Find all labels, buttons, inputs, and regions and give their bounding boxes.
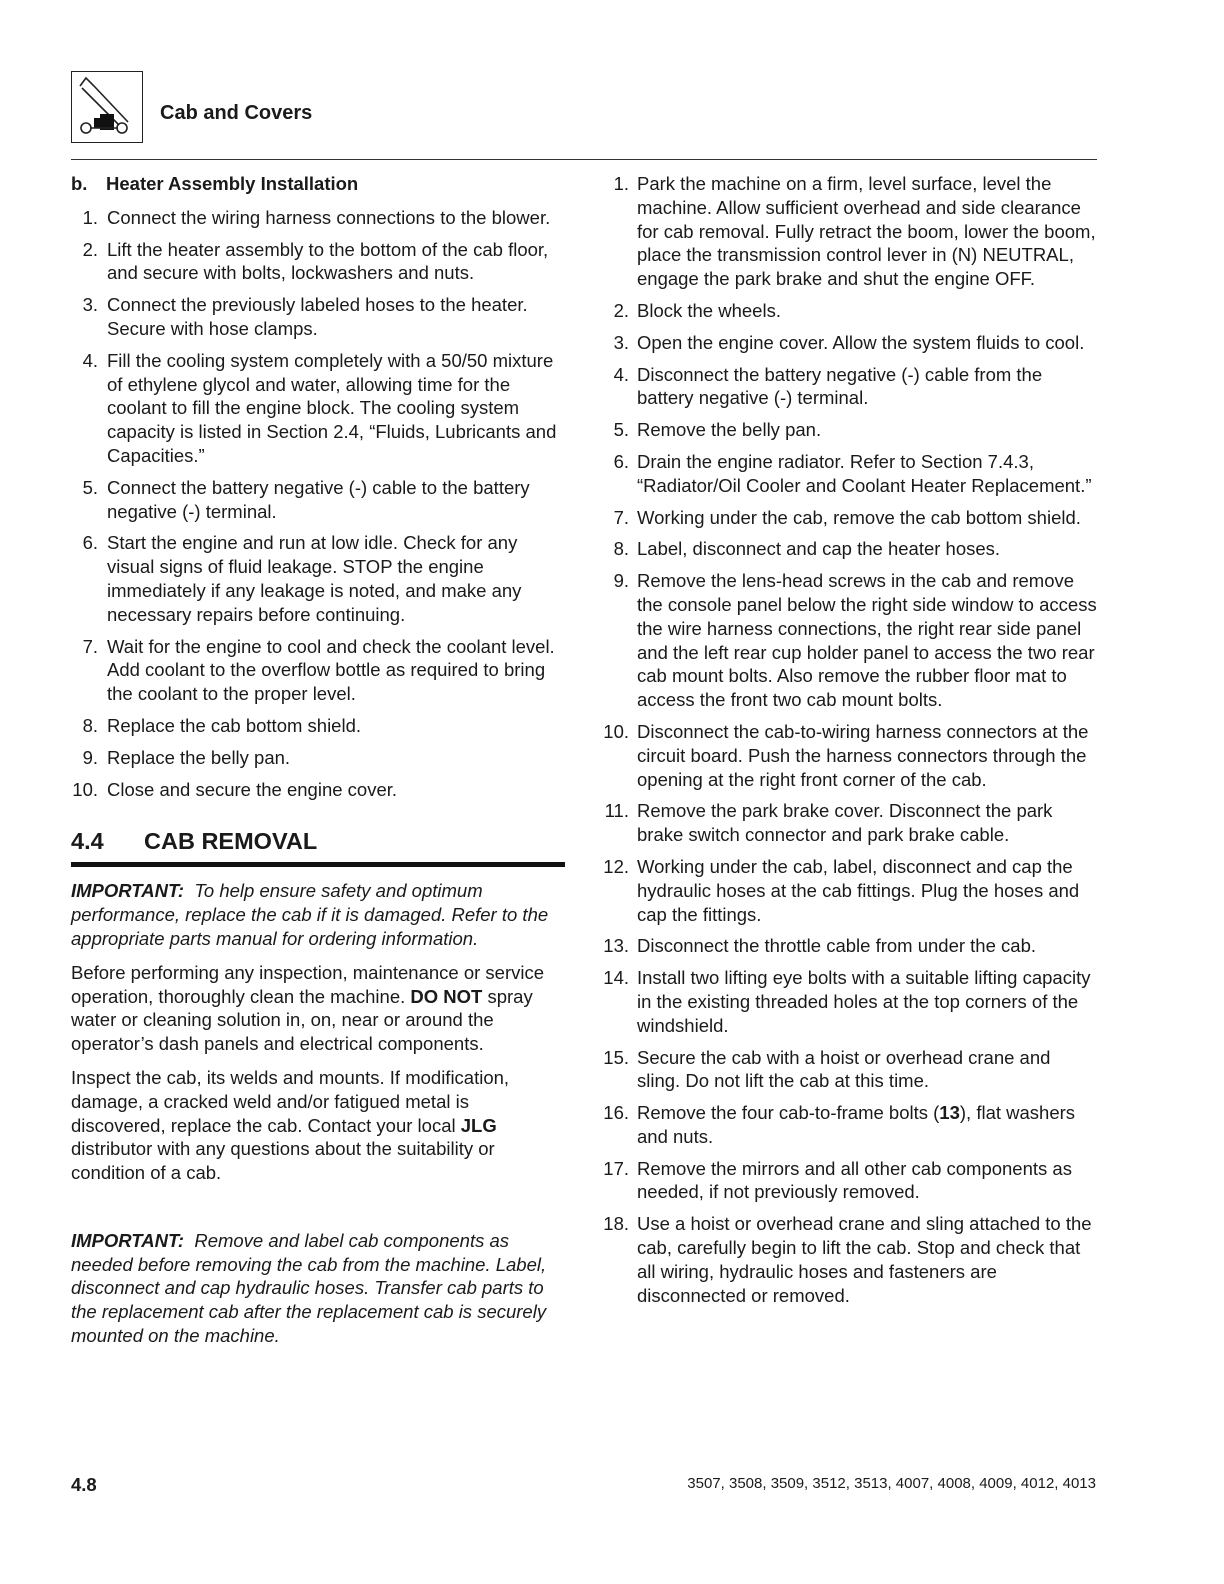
list-item: [600, 569, 1097, 712]
step-number: 8.: [82, 714, 98, 736]
important-label: IMPORTANT:: [71, 880, 185, 902]
step-number: 3.: [82, 294, 98, 316]
step-text: Connect the previously labeled hoses to the heater. Secure with hose clamps.: [107, 294, 528, 339]
list-item: [71, 531, 565, 626]
step-text: Connect the battery negative (-) cable to the battery negative (-) terminal.: [107, 476, 530, 522]
header-divider: [71, 159, 1097, 160]
subsection-title: Heater Assembly Installation: [106, 173, 359, 194]
important-note: [71, 1229, 565, 1348]
step-text: Block the wheels.: [637, 299, 781, 321]
step-text: Start the engine and run at low idle. Check for any visual signs of fluid leakage. STOP the engine immediately if any leakage is noted, and make any necessary repairs before continuing.: [107, 532, 522, 625]
step-text: Disconnect the battery negative (-) cable from the battery negative (-) terminal.: [637, 363, 1043, 409]
list-item: [600, 172, 1097, 291]
step-text: Working under the cab, label, disconnect and cap the hydraulic hoses at the cab fittings. Plug the hoses and cap the fittings.: [637, 855, 1080, 925]
step-number: 9.: [82, 746, 98, 768]
paragraph-text: Inspect the cab, its welds and mounts. If modification, damage, a cracked weld and/or fatigued metal is discovered, replace the cab. Contact your local: [71, 1066, 510, 1136]
step-text: Park the machine on a firm, level surface, level the machine. Allow sufficient overhead and side clearance for cab removal. Fully retract the boom, lower the boom, place the transmission control lever in (N) NEUTRAL, engage the park brake and shut the engine OFF.: [637, 173, 1096, 290]
right-column: [600, 172, 1097, 1315]
step-number: 6.: [613, 450, 629, 472]
step-text: Close and secure the engine cover.: [107, 778, 398, 800]
step-text: Install two lifting eye bolts with a suitable lifting capacity in the existing threaded holes at the top corners of the windshield.: [637, 967, 1091, 1036]
list-item: [600, 331, 1097, 355]
step-text: Wait for the engine to cool and check the coolant level. Add coolant to the overflow bottle as required to bring the coolant to the proper level.: [107, 635, 555, 705]
step-number: 4.: [82, 349, 98, 371]
paragraph-text: spray water or cleaning solution in, on, near or around the operator’s dash panels and electrical components.: [71, 985, 533, 1055]
paragraph-text: distributor with any questions about the suitability or condition of a cab.: [71, 1138, 495, 1184]
step-text: Fill the cooling system completely with a 50/50 mixture of ethylene glycol and water, allowing time for the coolant to fill the engine block. The cooling system capacity is listed in Section 2.4, “Fluids, Lubricants and Capacities.”: [107, 349, 557, 466]
step-number: 15.: [603, 1046, 629, 1068]
step-number: 12.: [603, 855, 629, 877]
step-emphasis: 13: [939, 1102, 960, 1124]
list-item: [71, 746, 565, 770]
list-item: [600, 934, 1097, 958]
step-number: 16.: [603, 1102, 629, 1124]
list-item: [600, 1212, 1097, 1307]
section-title: CAB REMOVAL: [144, 828, 318, 855]
step-text: Remove the mirrors and all other cab components as needed, if not previously removed.: [637, 1157, 1072, 1203]
list-item: [71, 778, 565, 802]
page-number: 4.8: [71, 1474, 97, 1495]
step-number: 7.: [613, 506, 629, 528]
cleaning-paragraph: [71, 961, 565, 1056]
cab-removal-steps: [600, 172, 1097, 1307]
subsection-letter: b.: [71, 173, 88, 194]
step-text: Replace the belly pan.: [107, 746, 291, 768]
list-item: [600, 855, 1097, 926]
step-text: Label, disconnect and cap the heater hoses.: [637, 538, 1001, 560]
step-number: 5.: [82, 476, 98, 498]
list-item: [600, 537, 1097, 561]
list-item: [71, 206, 565, 230]
page-header-title: Cab and Covers: [160, 102, 313, 124]
step-text: Remove the lens-head screws in the cab and remove the console panel below the right side window to access the wire harness connections, the right rear side panel and the left rear cup holder panel to access the two rear cab mount bolts. Also remove the rubber floor mat to access the front two cab mount bolts.: [637, 570, 1097, 711]
model-list: 3507, 3508, 3509, 3512, 3513, 4007, 4008, 4009, 4012, 4013: [687, 1475, 1096, 1492]
list-item: [600, 299, 1097, 323]
list-item: [600, 1157, 1097, 1205]
step-number: 9.: [613, 570, 629, 592]
step-text: Working under the cab, remove the cab bottom shield.: [637, 506, 1081, 528]
step-number: 2.: [82, 238, 98, 260]
step-text: Use a hoist or overhead crane and sling attached to the cab, carefully begin to lift the cab. Stop and check that all wiring, hydraulic hoses and fasteners are disconnected or removed.: [637, 1213, 1092, 1306]
list-item: [600, 1101, 1097, 1149]
step-number: 17.: [603, 1157, 629, 1179]
section-heading: [71, 827, 565, 867]
step-number: 4.: [613, 363, 629, 385]
step-number: 2.: [613, 299, 629, 321]
step-text: Lift the heater assembly to the bottom of the cab floor, and secure with bolts, lockwashers and nuts.: [107, 238, 549, 284]
step-number: 1.: [82, 206, 98, 228]
step-number: 18.: [603, 1213, 629, 1235]
left-column: [71, 172, 565, 1358]
list-item: [71, 349, 565, 468]
list-item: [600, 1046, 1097, 1094]
step-text: Connect the wiring harness connections to the blower.: [107, 206, 551, 228]
step-text: Disconnect the cab-to-wiring harness connectors at the circuit board. Push the harness connectors through the opening at the right front corner of the cab.: [637, 720, 1089, 790]
list-item: [71, 635, 565, 706]
step-text: Secure the cab with a hoist or overhead crane and sling. Do not lift the cab at this time.: [637, 1046, 1051, 1092]
section-logo: [71, 71, 143, 143]
step-number: 7.: [82, 635, 98, 657]
step-text: Remove the belly pan.: [637, 419, 822, 441]
step-number: 11.: [604, 800, 629, 822]
inspection-paragraph: [71, 1066, 565, 1185]
step-text-part: ), flat washers and nuts.: [637, 1102, 1076, 1147]
list-item: [71, 238, 565, 286]
paragraph-text: Before performing any inspection, maintenance or service operation, thoroughly clean the machine.: [71, 961, 545, 1007]
step-text: Disconnect the throttle cable from under the cab.: [637, 935, 1036, 957]
list-item: [600, 418, 1097, 442]
list-item: [600, 450, 1097, 498]
list-item: [600, 966, 1097, 1037]
important-text: To help ensure safety and optimum performance, replace the cab if it is damaged. Refer to the appropriate parts manual for ordering information.: [71, 880, 549, 949]
list-item: [600, 506, 1097, 530]
step-number: 8.: [613, 538, 629, 560]
important-text: Remove and label cab components as needed before removing the cab from the machine. Label, disconnect and cap hydraulic hoses. Transfer cab parts to the replacement cab after the replacement cab is securely mounted on the machine.: [71, 1229, 547, 1347]
list-item: [71, 293, 565, 341]
important-note: [71, 879, 565, 950]
step-text: Open the engine cover. Allow the system fluids to cool.: [637, 331, 1085, 353]
list-item: [600, 799, 1097, 847]
heater-installation-steps: [71, 206, 565, 802]
step-number: 13.: [603, 935, 629, 957]
machine-service-icon: [72, 72, 142, 142]
step-number: 14.: [603, 967, 629, 989]
list-item: [600, 363, 1097, 411]
list-item: [71, 476, 565, 524]
step-text: Replace the cab bottom shield.: [107, 714, 362, 736]
subsection-heading: [71, 172, 565, 196]
paragraph-emphasis: DO NOT: [410, 985, 483, 1007]
list-item: [600, 720, 1097, 791]
step-number: 10.: [72, 778, 98, 800]
step-number: 10.: [603, 720, 629, 742]
step-text-part: Remove the four cab-to-frame bolts (: [637, 1102, 940, 1124]
important-label: IMPORTANT:: [71, 1229, 185, 1251]
step-number: 6.: [82, 532, 98, 554]
list-item: [71, 714, 565, 738]
section-number: 4.4: [71, 828, 104, 855]
step-text: Drain the engine radiator. Refer to Section 7.4.3, “Radiator/Oil Cooler and Coolant Heater Replacement.”: [637, 450, 1092, 496]
step-text: Remove the park brake cover. Disconnect the park brake switch connector and park brake cable.: [637, 800, 1053, 846]
paragraph-emphasis: JLG: [460, 1114, 497, 1136]
step-number: 1.: [613, 173, 629, 194]
step-text: [637, 1102, 1075, 1147]
step-number: 3.: [613, 331, 629, 353]
step-number: 5.: [613, 419, 629, 441]
